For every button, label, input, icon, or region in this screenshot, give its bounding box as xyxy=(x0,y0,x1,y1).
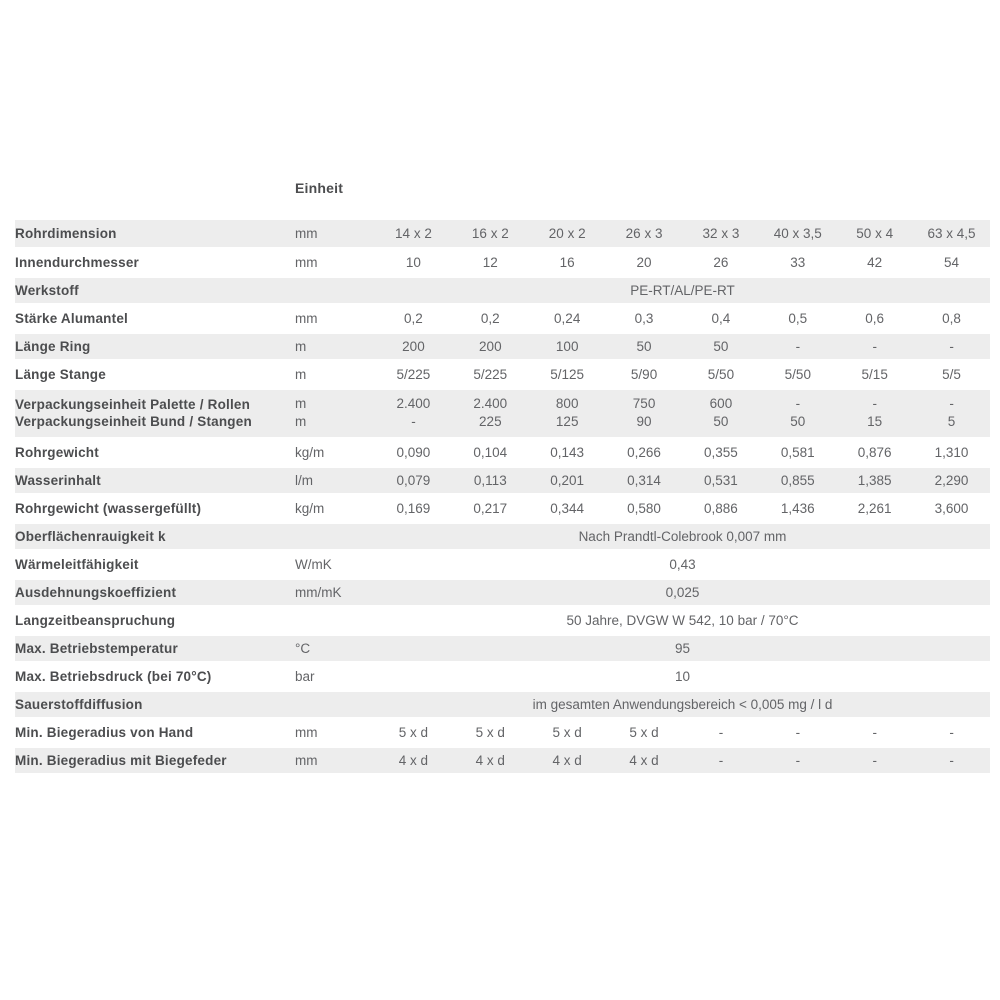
row-label: Sauerstoffdiffusion xyxy=(15,690,295,718)
value-cell: 3,600 xyxy=(913,494,990,522)
unit-cell: kg/m xyxy=(295,494,375,522)
value-cell: 200 xyxy=(375,332,452,360)
value-cell: 14 x 2 xyxy=(375,220,452,248)
value-cell: - 15 xyxy=(836,388,913,438)
span-value-cell: Nach Prandtl-Colebrook 0,007 mm xyxy=(375,522,990,550)
pipe-spec-table xyxy=(15,220,990,776)
unit-cell: m m xyxy=(295,388,375,438)
value-cell: 200 xyxy=(452,332,529,360)
value-cell: 2.400 - xyxy=(375,388,452,438)
value-cell: 1,436 xyxy=(759,494,836,522)
unit-cell xyxy=(295,690,375,718)
value-cell: 0,201 xyxy=(529,466,606,494)
unit-cell: m xyxy=(295,360,375,388)
value-cell: 42 xyxy=(836,248,913,276)
row-label: Max. Betriebsdruck (bei 70°C) xyxy=(15,662,295,690)
value-cell: 4 x d xyxy=(452,746,529,774)
span-value-cell: 10 xyxy=(375,662,990,690)
row-label: Ausdehnungskoeffizient xyxy=(15,578,295,606)
value-cell: 5/90 xyxy=(606,360,683,388)
row-label: Wärmeleitfähigkeit xyxy=(15,550,295,578)
value-cell: 32 x 3 xyxy=(683,220,760,248)
value-cell: 0,4 xyxy=(683,304,760,332)
value-cell: 20 x 2 xyxy=(529,220,606,248)
value-cell: - xyxy=(836,718,913,746)
value-cell: 5 x d xyxy=(452,718,529,746)
unit-cell xyxy=(295,522,375,550)
value-cell: 5/50 xyxy=(759,360,836,388)
value-cell: 100 xyxy=(529,332,606,360)
value-cell: 5/125 xyxy=(529,360,606,388)
value-cell: 0,581 xyxy=(759,438,836,466)
value-cell: 12 xyxy=(452,248,529,276)
value-cell: 4 x d xyxy=(606,746,683,774)
value-cell: 0,580 xyxy=(606,494,683,522)
span-value-cell: 0,43 xyxy=(375,550,990,578)
row-label: Innendurchmesser xyxy=(15,248,295,276)
table-row xyxy=(15,332,990,360)
value-cell: 0,217 xyxy=(452,494,529,522)
value-cell: 0,8 xyxy=(913,304,990,332)
value-cell: 0,855 xyxy=(759,466,836,494)
table-row xyxy=(15,220,990,248)
table-row xyxy=(15,662,990,690)
value-cell: - xyxy=(913,718,990,746)
table-row xyxy=(15,466,990,494)
span-value-cell: 0,025 xyxy=(375,578,990,606)
row-label: Rohrgewicht (wassergefüllt) xyxy=(15,494,295,522)
unit-cell: bar xyxy=(295,662,375,690)
value-cell: - xyxy=(913,746,990,774)
table-row xyxy=(15,438,990,466)
value-cell: 0,143 xyxy=(529,438,606,466)
table-row xyxy=(15,746,990,774)
value-cell: 54 xyxy=(913,248,990,276)
value-cell: 2.400 225 xyxy=(452,388,529,438)
row-label: Stärke Alumantel xyxy=(15,304,295,332)
value-cell: 800 125 xyxy=(529,388,606,438)
value-cell: - xyxy=(759,718,836,746)
row-label: Verpackungseinheit Palette / Rollen Verpackungseinheit Bund / Stangen xyxy=(15,388,295,438)
value-cell: 63 x 4,5 xyxy=(913,220,990,248)
row-label: Min. Biegeradius mit Biegefeder xyxy=(15,746,295,774)
value-cell: 5/15 xyxy=(836,360,913,388)
value-cell: 20 xyxy=(606,248,683,276)
unit-cell xyxy=(295,606,375,634)
value-cell: 0,266 xyxy=(606,438,683,466)
value-cell: 0,886 xyxy=(683,494,760,522)
value-cell: - xyxy=(683,746,760,774)
row-label: Länge Stange xyxy=(15,360,295,388)
value-cell: 5 x d xyxy=(529,718,606,746)
value-cell: 5/50 xyxy=(683,360,760,388)
value-cell: 1,385 xyxy=(836,466,913,494)
value-cell: 0,113 xyxy=(452,466,529,494)
value-cell: - xyxy=(683,718,760,746)
table-row xyxy=(15,304,990,332)
value-cell: 5/5 xyxy=(913,360,990,388)
value-cell: 0,2 xyxy=(452,304,529,332)
span-value-cell: PE-RT/AL/PE-RT xyxy=(375,276,990,304)
row-label: Max. Betriebstemperatur xyxy=(15,634,295,662)
value-cell: 600 50 xyxy=(683,388,760,438)
unit-cell: mm xyxy=(295,220,375,248)
unit-cell: mm xyxy=(295,746,375,774)
row-label: Oberflächenrauigkeit k xyxy=(15,522,295,550)
value-cell: - xyxy=(913,332,990,360)
row-label: Werkstoff xyxy=(15,276,295,304)
value-cell: 0,104 xyxy=(452,438,529,466)
value-cell: 26 x 3 xyxy=(606,220,683,248)
value-cell: 50 x 4 xyxy=(836,220,913,248)
value-cell: - xyxy=(759,332,836,360)
value-cell: 5 x d xyxy=(375,718,452,746)
value-cell: 40 x 3,5 xyxy=(759,220,836,248)
value-cell: 0,079 xyxy=(375,466,452,494)
value-cell: 750 90 xyxy=(606,388,683,438)
value-cell: 10 xyxy=(375,248,452,276)
row-label: Rohrdimension xyxy=(15,220,295,248)
value-cell: 1,310 xyxy=(913,438,990,466)
spec-table-body xyxy=(15,220,990,774)
table-row xyxy=(15,248,990,276)
value-cell: 50 xyxy=(606,332,683,360)
table-row xyxy=(15,718,990,746)
value-cell: 0,355 xyxy=(683,438,760,466)
value-cell: - xyxy=(759,746,836,774)
value-cell: 0,3 xyxy=(606,304,683,332)
table-row xyxy=(15,388,990,438)
value-cell: 4 x d xyxy=(529,746,606,774)
value-cell: 16 xyxy=(529,248,606,276)
value-cell: 0,344 xyxy=(529,494,606,522)
unit-cell: m xyxy=(295,332,375,360)
value-cell: 5/225 xyxy=(375,360,452,388)
value-cell: 16 x 2 xyxy=(452,220,529,248)
value-cell: 2,290 xyxy=(913,466,990,494)
table-row xyxy=(15,578,990,606)
table-row xyxy=(15,494,990,522)
value-cell: 33 xyxy=(759,248,836,276)
value-cell: 50 xyxy=(683,332,760,360)
value-cell: 0,090 xyxy=(375,438,452,466)
unit-cell: mm xyxy=(295,718,375,746)
value-cell: 0,314 xyxy=(606,466,683,494)
value-cell: 0,531 xyxy=(683,466,760,494)
value-cell: 0,876 xyxy=(836,438,913,466)
table-row xyxy=(15,276,990,304)
value-cell: - xyxy=(836,332,913,360)
table-row xyxy=(15,360,990,388)
value-cell: 0,169 xyxy=(375,494,452,522)
value-cell: 0,24 xyxy=(529,304,606,332)
row-label: Min. Biegeradius von Hand xyxy=(15,718,295,746)
value-cell: - xyxy=(836,746,913,774)
row-label: Rohrgewicht xyxy=(15,438,295,466)
span-value-cell: 50 Jahre, DVGW W 542, 10 bar / 70°C xyxy=(375,606,990,634)
einheit-column-header: Einheit xyxy=(295,180,344,196)
row-label: Länge Ring xyxy=(15,332,295,360)
row-label: Langzeitbeanspruchung xyxy=(15,606,295,634)
unit-cell: mm/mK xyxy=(295,578,375,606)
unit-cell: mm xyxy=(295,304,375,332)
table-row xyxy=(15,522,990,550)
unit-cell: °C xyxy=(295,634,375,662)
unit-cell: l/m xyxy=(295,466,375,494)
table-row xyxy=(15,690,990,718)
value-cell: 5 x d xyxy=(606,718,683,746)
table-row xyxy=(15,634,990,662)
value-cell: - 5 xyxy=(913,388,990,438)
span-value-cell: im gesamten Anwendungsbereich < 0,005 mg / l d xyxy=(375,690,990,718)
table-row xyxy=(15,550,990,578)
value-cell: - 50 xyxy=(759,388,836,438)
value-cell: 5/225 xyxy=(452,360,529,388)
row-label: Wasserinhalt xyxy=(15,466,295,494)
value-cell: 0,2 xyxy=(375,304,452,332)
value-cell: 2,261 xyxy=(836,494,913,522)
unit-cell: W/mK xyxy=(295,550,375,578)
unit-cell: mm xyxy=(295,248,375,276)
unit-cell xyxy=(295,276,375,304)
value-cell: 0,5 xyxy=(759,304,836,332)
span-value-cell: 95 xyxy=(375,634,990,662)
value-cell: 4 x d xyxy=(375,746,452,774)
unit-cell: kg/m xyxy=(295,438,375,466)
value-cell: 26 xyxy=(683,248,760,276)
value-cell: 0,6 xyxy=(836,304,913,332)
table-row xyxy=(15,606,990,634)
